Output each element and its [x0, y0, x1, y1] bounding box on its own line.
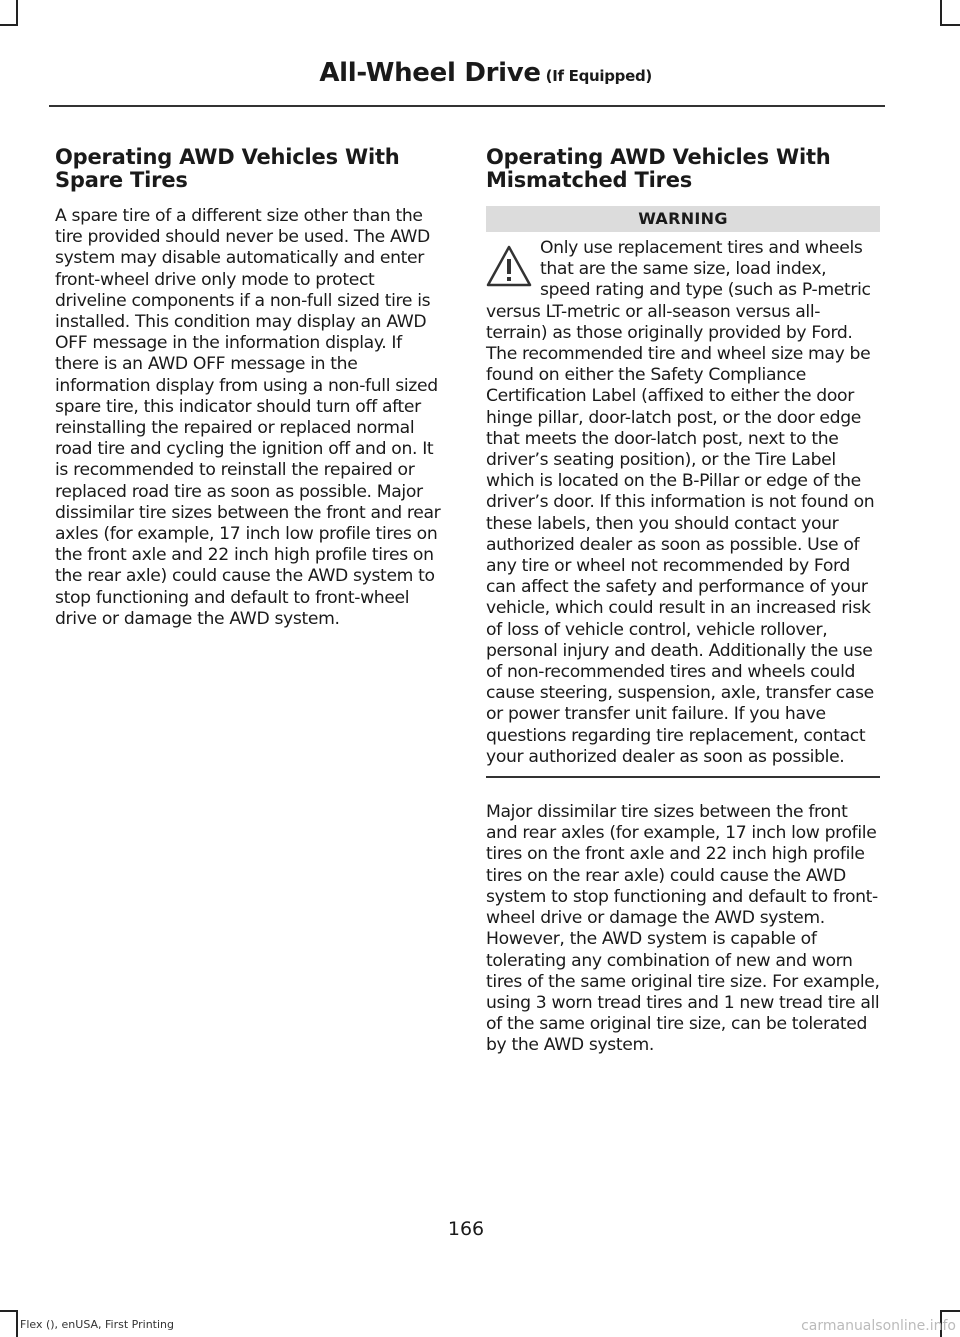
warning-triangle-icon	[486, 244, 532, 288]
heading-line: Operating AWD Vehicles With	[55, 145, 400, 169]
heading-line: Mismatched Tires	[486, 168, 693, 192]
section-heading-spare-tires	[55, 146, 447, 192]
footer-edition: Flex (), enUSA, First Printing	[20, 1318, 174, 1331]
section-heading-mismatched-tires	[486, 146, 880, 192]
crop-mark	[16, 0, 18, 26]
mismatched-tires-paragraph: Major dissimilar tire sizes between the front and rear axles (for example, 17 inch low profile tires on the front axle and 22 inch high profile tires on the rear axle) could cause the AWD system to stop functioning and default to front-wheel drive or damage the AWD system. However, the AWD system is capable of tolerating any combination of new and worn tires of the same original tire size. For example, using 3 worn tread tires and 1 new tread tire all of the same original tire size, can be tolerated by the AWD system.	[486, 802, 880, 1056]
crop-mark	[16, 1310, 18, 1337]
crop-mark	[940, 1310, 960, 1312]
crop-mark	[0, 24, 18, 26]
right-column	[486, 146, 880, 1057]
warning-end-divider	[486, 776, 880, 778]
heading-line: Spare Tires	[55, 168, 188, 192]
header-title-text: All-Wheel Drive	[319, 58, 541, 88]
warning-text: Only use replacement tires and wheels that are the same size, load index, speed rating and type (such as P-metric versus LT-metric or all-season versus all-terrain) as those originally provided by Ford. The recommended tire and wheel size may be found on either the Safety Compliance Certification Label (affixed to either the door hinge pillar, door-latch post, or the door edge that meets the door-latch post, next to the driver’s seating position), or the Tire Label which is located on the B-Pillar or edge of the driver’s door. If this information is not found on these labels, then you should contact your authorized dealer as soon as possible. Use of any tire or wheel not recommended by Ford can affect the safety and performance of your vehicle, which could result in an increased risk of loss of vehicle control, vehicle rollover, personal injury and death. Additionally the use of non-recommended tires and wheels could cause steering, suspension, axle, transfer case or power transfer unit failure. If you have questions regarding tire replacement, contact your authorized dealer as soon as possible.	[486, 238, 875, 767]
warning-label: WARNING	[486, 206, 880, 232]
warning-box	[486, 238, 880, 768]
crop-mark	[940, 0, 942, 26]
page-header-title	[319, 58, 652, 88]
crop-mark	[940, 24, 960, 26]
heading-line: Operating AWD Vehicles With	[486, 145, 831, 169]
crop-mark	[0, 1310, 18, 1312]
watermark: carmanualsonline.info	[801, 1318, 956, 1334]
header-divider	[49, 105, 885, 107]
spare-tires-paragraph: A spare tire of a different size other than the tire provided should never be used. The AWD system may disable automatically and enter front-wheel drive only mode to protect driveline components if a non-full sized tire is installed. This condition may display an AWD OFF message in the information display. If there is an AWD OFF message in the information display from using a non-full sized spare tire, this indicator should turn off after reinstalling the repaired or replaced normal road tire and cycling the ignition off and on. It is recommended to reinstall the repaired or replaced road tire as soon as possible. Major dissimilar tire sizes between the front and rear axles (for example, 17 inch low profile tires on the front axle and 22 inch high profile tires on the rear axle) could cause the AWD system to stop functioning and default to front-wheel drive or damage the AWD system.	[55, 206, 441, 629]
page-number: 166	[447, 1218, 485, 1240]
header-subtitle: (If Equipped)	[540, 67, 652, 85]
left-column	[55, 146, 447, 630]
